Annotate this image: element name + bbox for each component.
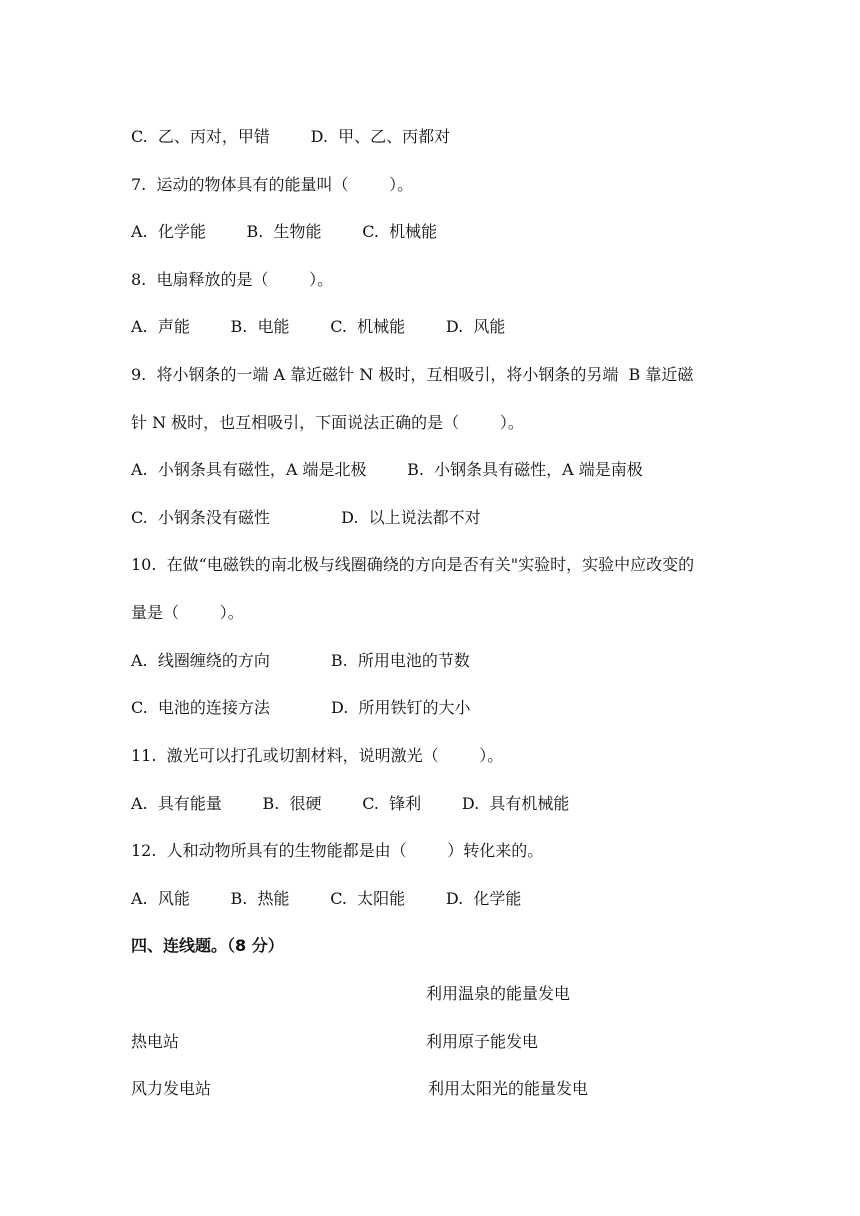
question-8: 8. 电扇释放的是（ ）。 — [131, 270, 334, 289]
question-11: 11. 激光可以打孔或切割材料，说明激光（ ）。 — [131, 746, 504, 765]
option-line: A. 小钢条具有磁性，A 端是北极 B. 小钢条具有磁性，A 端是南极 — [131, 460, 643, 479]
option-line: C. 小钢条没有磁性 D. 以上说法都不对 — [131, 508, 481, 527]
option-line: A. 线圈缠绕的方向 B. 所用电池的节数 — [131, 651, 470, 670]
matching-right-item: 利用原子能发电 — [426, 1032, 539, 1051]
matching-left-item: 风力发电站 — [131, 1079, 212, 1098]
question-10: 10. 在做“电磁铁的南北极与线圈确绕的方向是否有关"实验时，实验中应改变的 — [131, 555, 695, 574]
option-line: A. 声能 B. 电能 C. 机械能 D. 风能 — [131, 317, 506, 336]
section-heading: 四、连线题。（8 分） — [131, 936, 284, 955]
option-line: A. 化学能 B. 生物能 C. 机械能 — [131, 222, 438, 241]
question-12: 12. 人和动物所具有的生物能都是由（ ）转化来的。 — [131, 841, 544, 860]
option-line: C. 乙、丙对，甲错 D. 甲、乙、丙都对 — [131, 127, 451, 146]
question-9-cont: 针 N 极时，也互相吸引，下面说法正确的是（ ）。 — [131, 413, 524, 432]
option-line: A. 具有能量 B. 很硬 C. 锋利 D. 具有机械能 — [131, 794, 570, 813]
question-9: 9. 将小钢条的一端 A 靠近磁针 N 极时，互相吸引，将小钢条的另端 B 靠近磁 — [131, 365, 694, 384]
question-7: 7. 运动的物体具有的能量叫（ ）。 — [131, 175, 414, 194]
question-10-cont: 量是（ ）。 — [131, 603, 244, 622]
option-line: A. 风能 B. 热能 C. 太阳能 D. 化学能 — [131, 889, 522, 908]
matching-right-item: 利用太阳光的能量发电 — [428, 1079, 589, 1098]
matching-right-item: 利用温泉的能量发电 — [426, 984, 571, 1003]
matching-left-item: 热电站 — [131, 1032, 180, 1051]
option-line: C. 电池的连接方法 D. 所用铁钉的大小 — [131, 698, 471, 717]
